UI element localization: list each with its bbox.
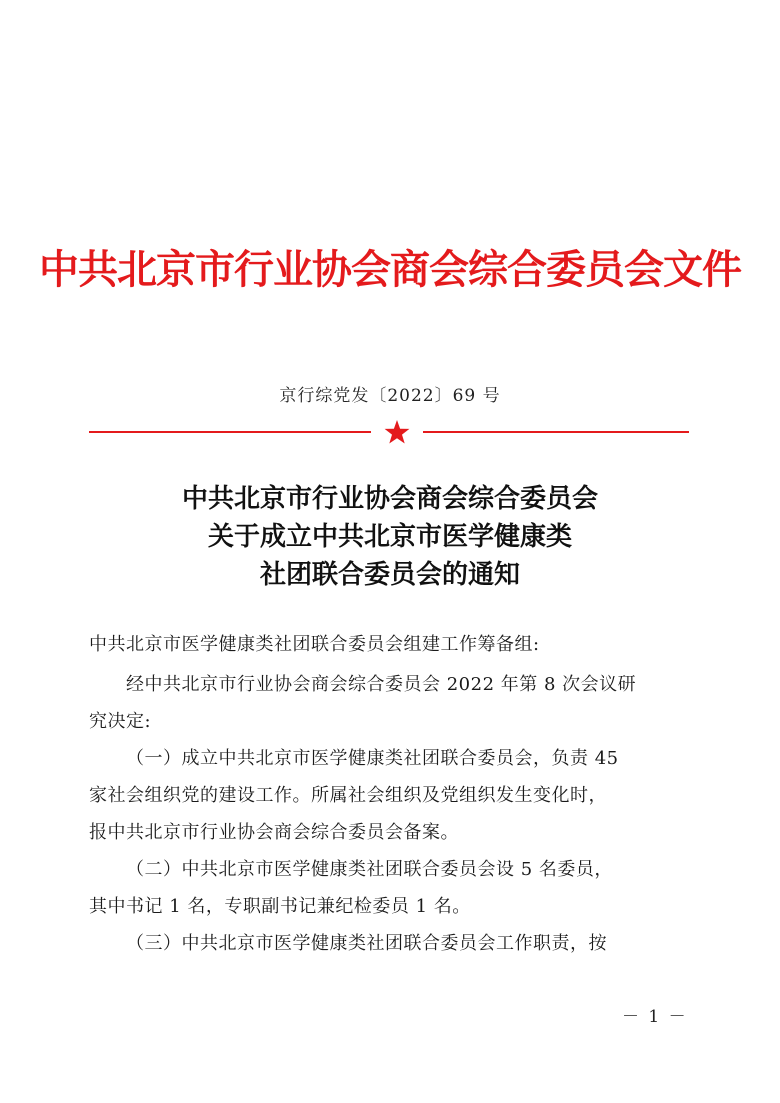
star-icon	[384, 419, 410, 445]
body-line: （二）中共北京市医学健康类社团联合委员会设 5 名委员，	[126, 859, 613, 880]
body-line: （一）成立中共北京市医学健康类社团联合委员会，负责 45	[126, 748, 619, 769]
notice-title-line-2: 关于成立中共北京市医学健康类	[207, 522, 572, 552]
salutation: 中共北京市医学健康类社团联合委员会组建工作筹备组:	[89, 634, 540, 655]
page-number: － 1 －	[622, 1007, 688, 1027]
body-line: 其中书记 1 名，专职副书记兼纪检委员 1 名。	[89, 896, 471, 917]
body-line: 经中共北京市行业协会商会综合委员会 2022 年第 8 次会议研	[126, 674, 637, 695]
body-line: 家社会组织党的建设工作。所属社会组织及党组织发生变化时，	[89, 785, 607, 806]
body-line: （三）中共北京市医学健康类社团联合委员会工作职责，按	[126, 933, 607, 954]
body-line: 报中共北京市行业协会商会综合委员会备案。	[89, 822, 459, 843]
document-header-title: 中共北京市行业协会商会综合委员会文件	[39, 246, 741, 293]
body-line: 究决定:	[89, 711, 152, 732]
notice-title-line-3: 社团联合委员会的通知	[259, 560, 520, 590]
red-divider-right	[423, 431, 689, 433]
notice-title-line-1: 中共北京市行业协会商会综合委员会	[181, 484, 598, 514]
red-divider-left	[89, 431, 371, 433]
document-number: 京行综党发〔2022〕69 号	[279, 386, 501, 406]
